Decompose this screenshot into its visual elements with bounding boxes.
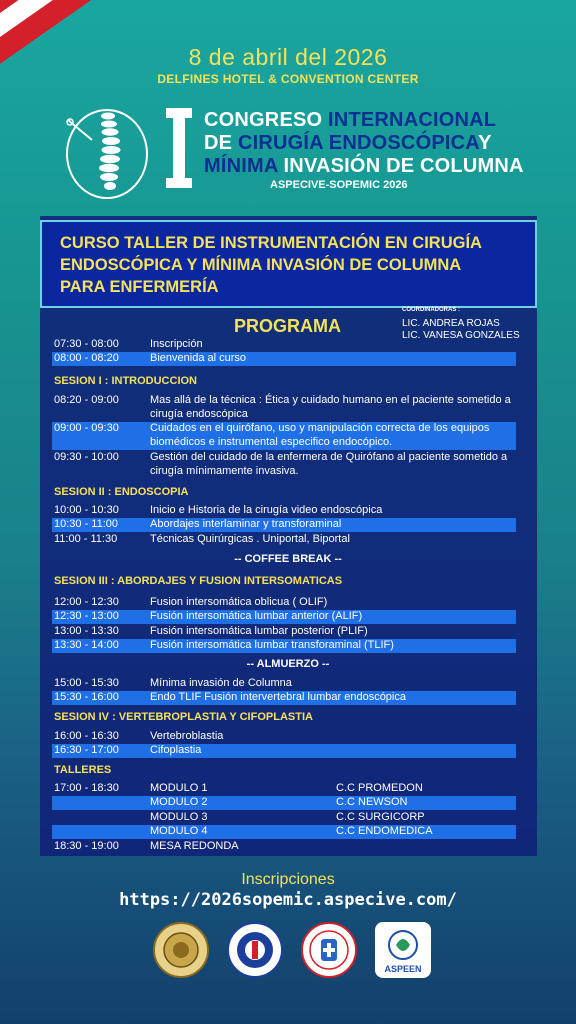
- schedule-row: 09:30 - 10:00 Gestión del cuidado de la enfermera de Quirófano al paciente sometido a cirugía mínimamente invasiva.: [54, 451, 508, 477]
- workshop-row: 17:00 - 18:30 MODULO 1 C.C PROMEDON: [54, 782, 423, 794]
- schedule-row: 11:00 - 11:30 Técnicas Quirúrgicas . Uniportal, Biportal: [54, 533, 350, 545]
- registration-heading: Inscripciones: [241, 871, 335, 888]
- session-4-heading: SESION IV : VERTEBROPLASTIA Y CIFOPLASTIA: [54, 711, 313, 723]
- schedule-row: 08:00 - 08:20 Bienvenida al curso: [52, 352, 516, 366]
- schedule-row: 16:30 - 17:00 Cifoplastia: [52, 744, 516, 758]
- workshop-row: MODULO 4 C.C ENDOMEDICA: [52, 825, 516, 839]
- session-2-heading: SESION II : ENDOSCOPIA: [54, 486, 189, 498]
- schedule-row: 12:00 - 12:30 Fusion intersomática oblicua ( OLIF): [54, 596, 328, 608]
- schedule-row: 13:00 - 13:30 Fusión intersomática lumbar posterior (PLIF): [54, 625, 368, 637]
- schedule-row: 12:30 - 13:00 Fusión intersomática lumbar anterior (ALIF): [52, 610, 516, 624]
- congress-title-line-2: DE CIRUGÍA ENDOSCÓPICAY: [204, 132, 492, 154]
- schedule-row: 09:00 - 09:30 Cuidados en el quirófano, uso y manipulación correcta de los equipos biomédicos e instrumental especifico endocópico.: [52, 422, 516, 450]
- sopemic-logo-icon: [226, 921, 284, 979]
- session-1-heading: SESION I : INTRODUCCION: [54, 375, 198, 387]
- congress-title-line-3: MÍNIMA INVASIÓN DE COLUMNA: [204, 155, 524, 177]
- coordinators-label: COORDINADORAS :: [402, 307, 460, 313]
- schedule-row: 15:00 - 15:30 Mínima invasión de Columna: [54, 677, 292, 689]
- congress-title-line-1: CONGRESO INTERNACIONAL: [204, 109, 497, 131]
- event-venue: DELFINES HOTEL & CONVENTION CENTER: [157, 72, 419, 86]
- aspeen-logo-icon: [374, 921, 432, 979]
- coordinator-2: LIC. VANESA GONZALES: [402, 330, 520, 341]
- course-title-box: [40, 220, 537, 308]
- workshop-row: MODULO 3 C.C SURGICORP: [150, 811, 425, 823]
- schedule-row: 18:30 - 19:00 MESA REDONDA: [54, 840, 239, 852]
- program-heading: PROGRAMA: [234, 316, 341, 336]
- schedule-row: 10:00 - 10:30 Inicio e Historia de la cirugía video endoscópica: [54, 504, 383, 516]
- course-title-line-2: ENDOSCÓPICA Y MÍNIMA INVASIÓN DE COLUMNA: [60, 256, 462, 274]
- coffee-break: -- COFFEE BREAK --: [234, 553, 342, 565]
- seal-logo-icon: [152, 921, 210, 979]
- lunch-break: -- ALMUERZO --: [246, 658, 330, 670]
- course-title-line-3: PARA ENFERMERÍA: [60, 278, 219, 296]
- schedule-row: 10:30 - 11:00 Abordajes interlaminar y transforaminal: [52, 518, 516, 532]
- spine-logo-icon: [62, 102, 152, 202]
- roman-numeral-one: [166, 108, 192, 188]
- organizers: ASPECIVE-SOPEMIC 2026: [270, 179, 408, 191]
- schedule-row: 15:30 - 16:00 Endo TLIF Fusión intervertebral lumbar endoscópica: [52, 691, 516, 705]
- session-3-heading: SESION III : ABORDAJES Y FUSION INTERSOMATICAS: [54, 575, 343, 587]
- workshop-row: MODULO 2 C.C NEWSON: [52, 796, 516, 810]
- svg-text:ASPEEN: ASPEEN: [384, 964, 422, 974]
- schedule-row: 08:20 - 09:00 Mas allá de la técnica : Ética y cuidado humano en el paciente sometido a cirugía endoscópica: [54, 394, 511, 420]
- schedule-row: 07:30 - 08:00 Inscripción: [54, 338, 203, 350]
- event-date: 8 de abril del 2026: [188, 44, 388, 70]
- workshops-heading: TALLERES: [54, 764, 112, 776]
- schedule-row: 16:00 - 16:30 Vertebroblastia: [54, 730, 224, 742]
- enfermeros-logo-icon: [300, 921, 358, 979]
- course-title-line-1: CURSO TALLER DE INSTRUMENTACIÓN EN CIRUGÍA: [60, 234, 482, 252]
- schedule-row: 13:30 - 14:00 Fusión intersomática lumbar transforaminal (TLIF): [52, 639, 516, 653]
- coordinator-1: LIC. ANDREA ROJAS: [402, 318, 500, 329]
- registration-url[interactable]: https://2026sopemic.aspecive.com/: [119, 890, 457, 910]
